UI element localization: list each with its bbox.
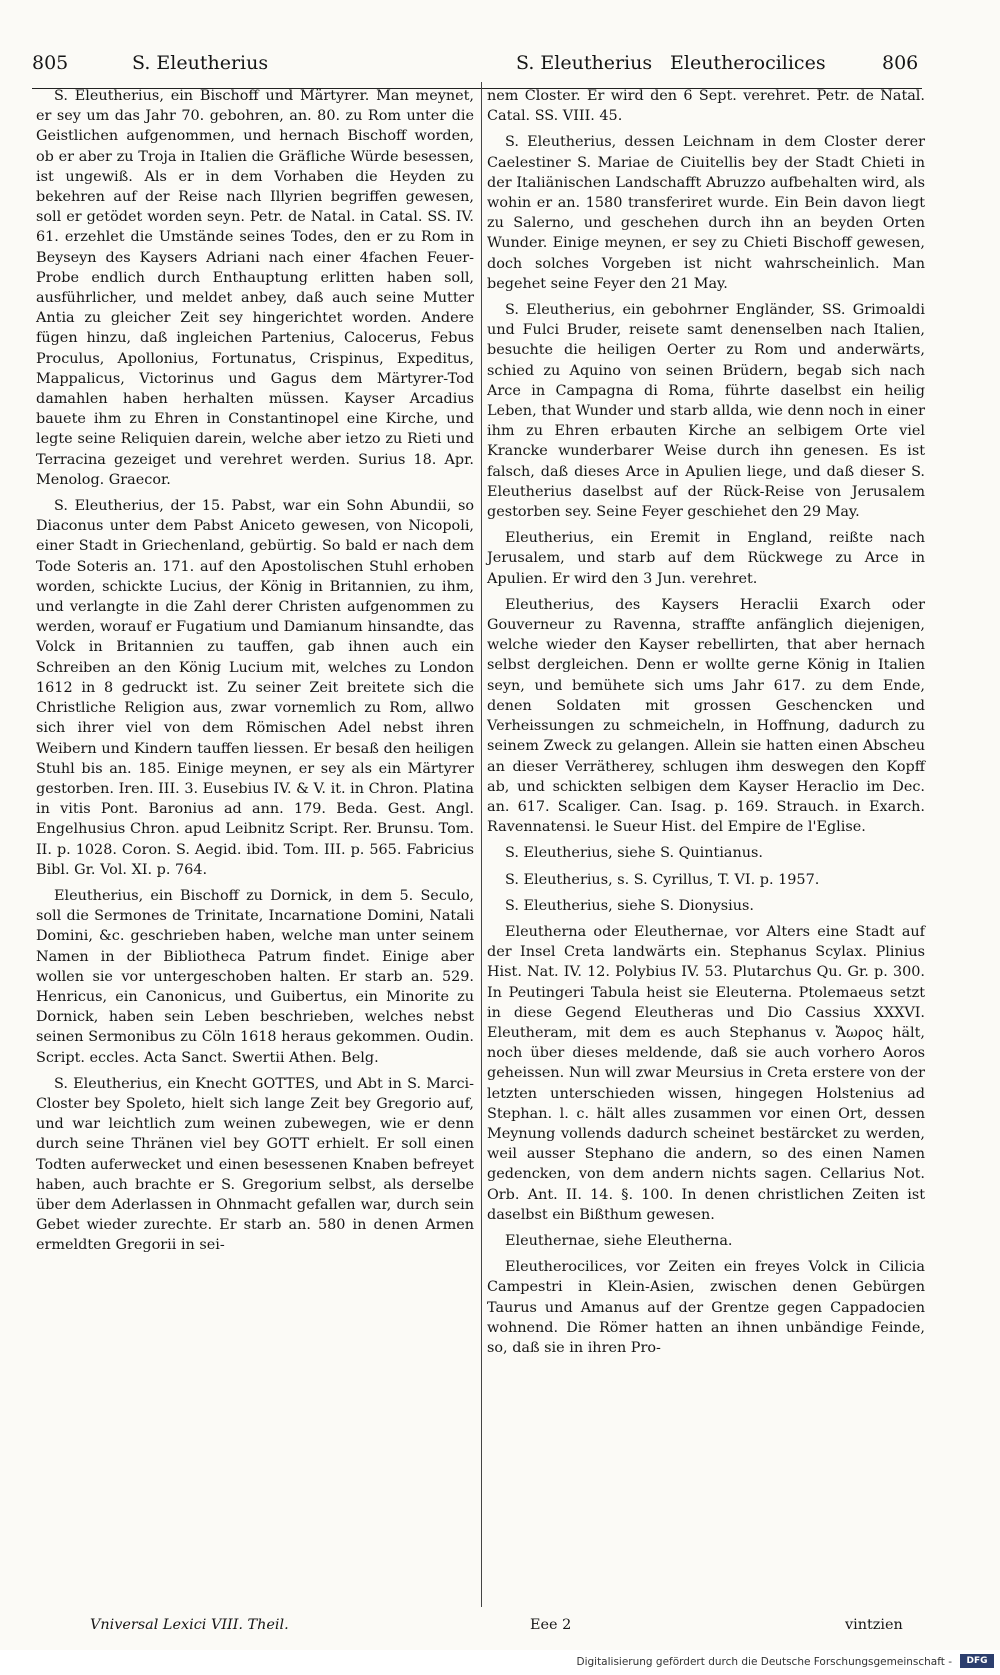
signature-left: Vniversal Lexici VIII. Theil. bbox=[90, 1617, 289, 1633]
signature-mark: Eee 2 bbox=[530, 1617, 572, 1633]
header-title-right-1: S. Eleutherius bbox=[516, 52, 653, 74]
entry-paragraph: Eleutherna oder Eleuthernae, vor Alters eine Stadt auf der Insel Creta landwärts ein. Stephanus Scylax. Plinius Hist. Nat. IV. 12. Polybius IV. 53. Plutarchus Qu. Gr. p. 300. In Peutingeri Tabula heist sie Eleuterna. Ptolemaeus setzt in diese Gegend Eleutheras und Dio Cassius XXXVI. Eleutheram, mit dem es auch Stephanus v. Ἄωρος hält, noch über dieses meldende, daß sie auch vorhero Aoros geheissen. Nun will zwar Meursius in Creta erstere von der letzten unterschieden wissen, hingegen Holstenius ad Stephan. l. c. hält alles zusammen vor einen Ort, dessen Meynung vollends dadurch scheinet bestärcket zu werden, weil ausser Stephano die andern, so des einen Namen gedencken, von dem andern nichts sagen. Cellarius Not. Orb. Ant. II. 14. §. 100. In denen christlichen Zeiten ist daselbst ein Bißthum gewesen. bbox=[487, 923, 925, 1223]
digitization-credit-bar bbox=[0, 1650, 1000, 1675]
page-number-left: 805 bbox=[32, 52, 69, 74]
entry-paragraph: S. Eleutherius, dessen Leichnam in dem Closter derer Caelestiner S. Mariae de Ciuitellis bey der Stadt Chieti in der Italiänischen Landschafft Abruzzo aufbehalten wird, als wohin er an. 1580 transferiret wurde. Ein Bein davon liegt zu Salerno, und geschehen durch ihn an beyden Orten Wunder. Einige meynen, er sey zu Chieti Bischoff gewesen, doch solches Vorgeben ist nicht wahrscheinlich. Man begehet seine Feyer den 21 May. bbox=[487, 134, 925, 292]
entry-paragraph: S. Eleutherius, ein Knecht GOTTES, und Abt in S. Marci-Closter bey Spoleto, hielt sich lange Zeit bey Gregorio auf, und war leichtlich zum weinen zubewegen, wie er denn durch seine Thränen viel bey GOTT erhielt. Er soll einen Todten auferwecket und einen besessenen Knaben befreyet haben, auch brachte er S. Gregorium selbst, als derselbe über dem Aderlassen in Ohnmacht gefallen war, durch sein Gebet wieder zurechte. Er starb an. 580 in denen Armen ermeldten Gregorii in sei- bbox=[36, 1075, 474, 1254]
entry-paragraph: S. Eleutherius, siehe S. Quintianus. bbox=[505, 845, 763, 862]
page-number-right: 806 bbox=[882, 52, 919, 74]
dfg-logo: DFG bbox=[960, 1654, 994, 1668]
entry-paragraph: S. Eleutherius, ein gebohrner Engländer, SS. Grimoaldi und Fulci Bruder, reisete samt denenselben nach Italien, besuchte die heiligen Oerter zu Rom und anderwärts, schied zu Aquino von seinen Brüdern, begab sich nach Arce in Campagna di Roma, führte daselbst ein heilig Leben, that Wunder und starb allda, wie denn noch in einer ihm zu Ehren erbauten Kirche an selbigem Orte viel Krancke wunderbarer Weise durch ihn genesen. Es ist falsch, daß dieses Arce in Apulien liege, und daß dieser S. Eleutherius daselbst auf der Rück-Reise von Jerusalem gestorben sey. Seine Feyer geschiehet den 29 May. bbox=[487, 302, 925, 521]
catchword: vintzien bbox=[845, 1617, 903, 1633]
right-column bbox=[487, 86, 925, 1364]
entry-paragraph: S. Eleutherius, ein Bischoff und Märtyrer. Man meynet, er sey um das Jahr 70. gebohren, an. 80. zu Rom unter die Geistlichen aufgenommen, und hernach Bischoff worden, ob er aber zu Troja in Italien die Gräfliche Würde besessen, ist ungewiß. Als er in dem Vorhaben die Heyden zu bekehren auf der Reise nach Illyrien begriffen gewesen, soll er getödet worden seyn. Petr. de Natal. in Catal. SS. IV. 61. erzehlet die Umstände seines Todes, den er zu Rom in Beyseyn des Kaysers Adriani nach einer 4fachen Feuer-Probe endlich durch Enthauptung erlitten haben soll, ausführlicher, und meldet anbey, daß auch seine Mutter Antia zu gleicher Zeit sey hingerichtet worden. Andere fügen hinzu, daß ingleichen Partenius, Calocerus, Febus Proculus, Apollonius, Fortunatus, Crispinus, Expeditus, Mappalicus, Victorinus und Gagus dem Märtyrer-Tod damahlen haben herhalten müssen. Kayser Arcadius bauete ihm zu Ehren in Constantinopel eine Kirche, und legte seine Reliquien darein, welche aber ietzo zu Rieti und Terracina gezeiget und verehret werden. Surius 18. Apr. Menolog. Graecor. bbox=[36, 88, 474, 488]
entry-paragraph: Eleuthernae, siehe Eleutherna. bbox=[505, 1232, 733, 1249]
header-title-left: S. Eleutherius bbox=[132, 52, 269, 74]
credit-text: Digitalisierung gefördert durch die Deutsche Forschungsgemeinschaft - bbox=[576, 1656, 952, 1668]
entry-paragraph: Eleutherius, ein Bischoff zu Dornick, in dem 5. Seculo, soll die Sermones de Trinitate, Incarnatione Domini, Natali Domini, &c. geschrieben haben, welche man unter seinem Namen in der Bibliotheca Patrum findet. Einige aber wollen sie vor untergeschoben halten. Er starb an. 529. Henricus, ein Canonicus, und Guibertus, ein Minorite zu Dornick, haben sein Leben beschrieben, welches nebst seinen Sermonibus zu Cöln 1618 heraus gekommen. Oudin. Script. eccles. Acta Sanct. Swertii Athen. Belg. bbox=[36, 887, 474, 1066]
header-title-right-2: Eleutherocilices bbox=[670, 52, 826, 74]
entry-paragraph: S. Eleutherius, s. S. Cyrillus, T. VI. p. 1957. bbox=[505, 871, 820, 888]
entry-paragraph: Eleutherius, ein Eremit in England, reißte nach Jerusalem, und starb auf dem Rückwege zu Arce in Apulien. Er wird den 3 Jun. verehret. bbox=[487, 530, 925, 587]
entry-paragraph: S. Eleutherius, der 15. Pabst, war ein Sohn Abundii, so Diaconus unter dem Pabst Aniceto gewesen, von Nicopoli, einer Stadt in Griechenland, gebürtig. So bald er nach dem Tode Soteris an. 171. auf den Apostolischen Stuhl erhoben worden, schickte Lucius, der König in Britannien, zu ihm, und verlangte in die Zahl derer Christen aufgenommen zu werden, worauf er Fugatium und Damianum hinsandte, das Volck in Britannien zu tauffen, gab ihnen auch ein Schreiben an den König Lucium mit, welches zu London 1612 in 8 gedruckt ist. Zu seiner Zeit breitete sich die Christliche Religion aus, zwar vornemlich zu Rom, allwo sich ihrer viel von dem Römischen Adel nebst ihren Weibern und Kindern tauffen liessen. Er besaß den heiligen Stuhl bis an. 185. Einige meynen, er sey als ein Märtyrer gestorben. Iren. III. 3. Eusebius IV. & V. it. in Chron. Platina in vitis Pont. Baronius ad ann. 179. Beda. Gest. Angl. Engelhusius Chron. apud Leibnitz Script. Rer. Brunsu. Tom. II. p. 1028. Coron. S. Aegid. ibid. Tom. III. p. 565. Fabricius Bibl. Gr. Vol. XI. p. 764. bbox=[36, 498, 474, 878]
entry-paragraph: Eleutherocilices, vor Zeiten ein freyes Volck in Cilicia Campestri in Klein-Asien, zwischen denen Gebürgen Taurus und Amanus auf der Grentze gegen Cappadocien wohnend. Die Römer hatten an ihnen unbändige Feinde, so, daß sie in ihren Pro- bbox=[487, 1259, 925, 1356]
entry-paragraph: S. Eleutherius, siehe S. Dionysius. bbox=[505, 897, 755, 914]
left-column bbox=[36, 86, 474, 1262]
entry-paragraph: Eleutherius, des Kaysers Heraclii Exarch oder Gouverneur zu Ravenna, straffte anfänglich diejenigen, welche wieder den Kayser rebellirten, that aber hernach selbst dergleichen. Denn er wollte gerne König in Italien seyn, und bemühete sich ums Jahr 617. zu dem Ende, denen Soldaten mit grossen Geschencken und Verheissungen zu schmeicheln, in Hoffnung, dadurch zu seinem Zweck zu gelangen. Allein sie hatten einen Abscheu an dieser Verrätherey, schlugen ihm deswegen den Kopff ab, und schickten selbigen dem Kayser Heraclio im Dec. an. 617. Scaliger. Can. Isag. p. 169. Strauch. in Exarch. Ravennatensi. le Sueur Hist. del Empire de l'Eglise. bbox=[487, 596, 925, 836]
entry-paragraph: nem Closter. Er wird den 6 Sept. verehret. Petr. de Natal. Catal. SS. VIII. 45. bbox=[487, 88, 925, 125]
running-head bbox=[32, 48, 922, 80]
column-divider bbox=[481, 82, 482, 1607]
